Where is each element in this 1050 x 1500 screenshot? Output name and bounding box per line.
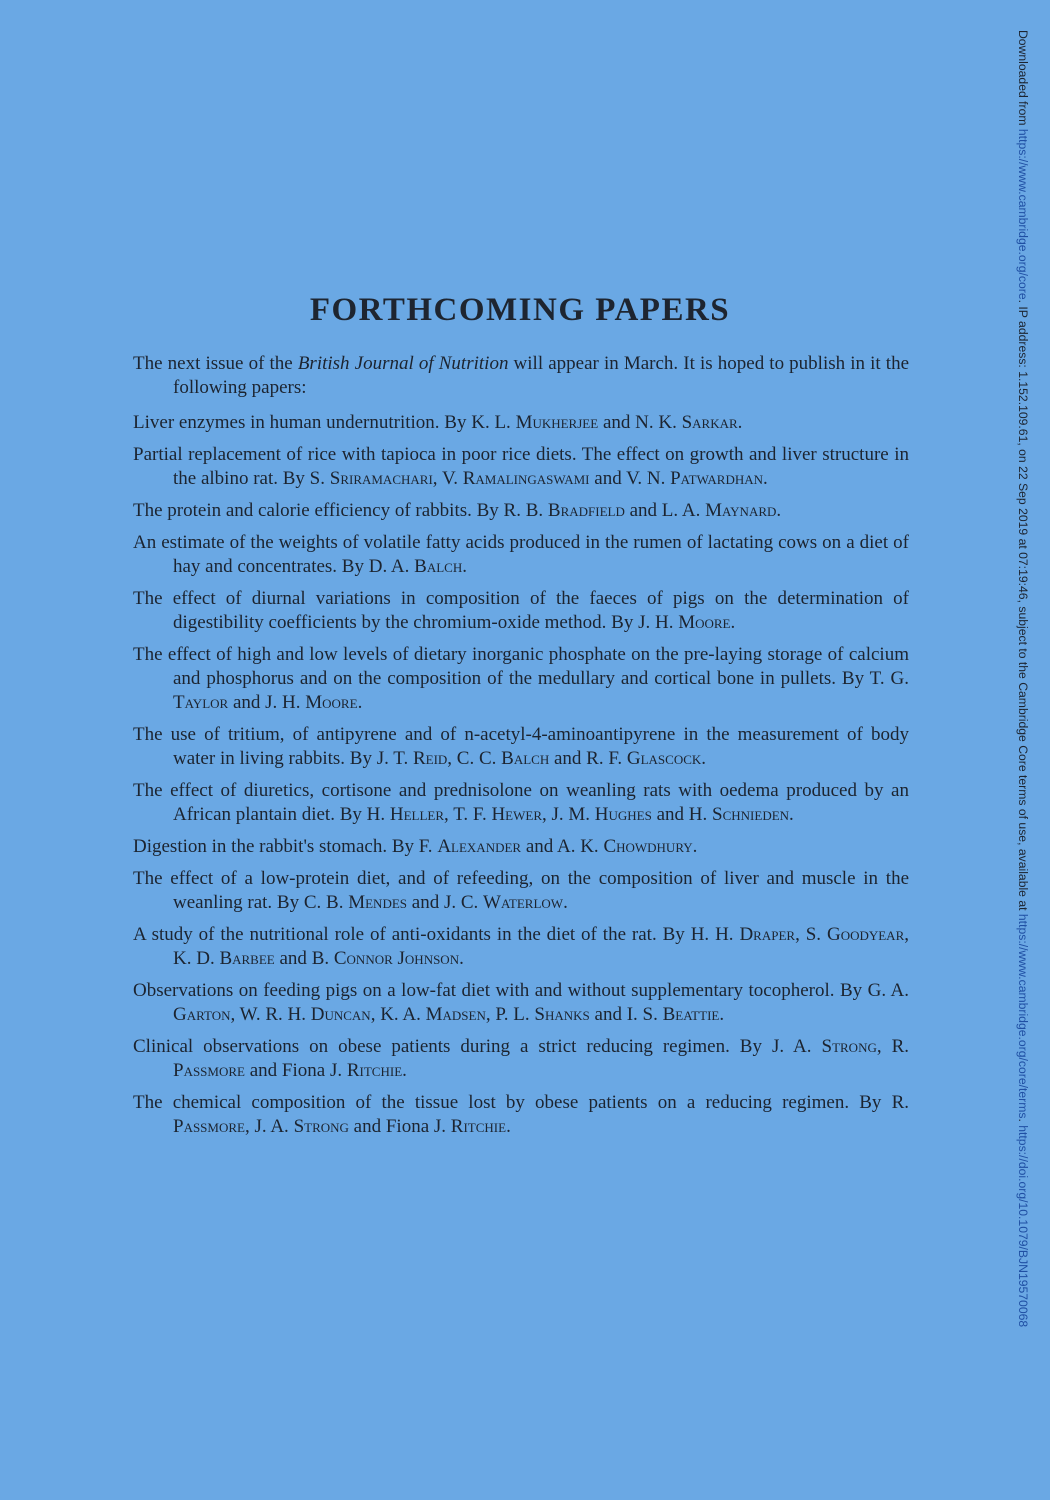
author-separator: .: [462, 556, 467, 577]
author-surname: Connor Johnson: [333, 948, 460, 969]
author-initials: G. A.: [867, 980, 909, 1001]
author-separator: ,: [485, 1004, 496, 1025]
paper-title: The protein and calorie efficiency of rabbits. By: [133, 500, 504, 521]
author-separator: .: [357, 692, 363, 713]
paper-entry: [133, 835, 909, 859]
author-initials: J. H.: [638, 612, 679, 633]
author-separator: .: [402, 1060, 407, 1081]
author-separator: and: [651, 804, 689, 825]
paper-entry: [133, 923, 909, 971]
author-separator: ,: [370, 1004, 381, 1025]
author-initials: T. F.: [453, 804, 492, 825]
terms-link[interactable]: https://www.cambridge.org/core/terms: [1016, 913, 1030, 1119]
author-separator: and: [228, 692, 266, 713]
author-initials: L. A.: [661, 500, 706, 521]
author-surname: Waterlow: [483, 892, 564, 913]
author-initials: K. L.: [471, 412, 516, 433]
paper-entry: [133, 779, 909, 827]
author-initials: F.: [418, 836, 438, 857]
author-separator: ,: [230, 1004, 240, 1025]
author-separator: .: [459, 948, 464, 969]
author-separator: ,: [904, 924, 909, 945]
paper-title: Liver enzymes in human undernutrition. By: [133, 412, 472, 433]
paper-entry: [133, 499, 909, 523]
doi-link[interactable]: https://doi.org/10.1079/BJN19570068: [1016, 1125, 1030, 1328]
author-surname: Goodyear: [826, 924, 905, 945]
author-separator: and: [407, 892, 444, 913]
author-initials: H. H.: [690, 924, 740, 945]
author-initials: J. T.: [376, 748, 413, 769]
author-separator: ,: [795, 924, 806, 945]
paper-entry: [133, 443, 909, 491]
author-surname: Passmore: [173, 1116, 245, 1137]
author-surname: Patwardhan: [670, 468, 764, 489]
author-initials: R. B.: [503, 500, 548, 521]
author-initials: C. B.: [303, 892, 349, 913]
author-separator: .: [776, 500, 782, 521]
author-initials: A. K.: [556, 836, 604, 857]
author-separator: ,: [244, 1116, 255, 1137]
author-surname: Draper: [739, 924, 796, 945]
author-initials: B.: [311, 948, 334, 969]
author-initials: Fiona J.: [281, 1060, 347, 1081]
author-initials: C. C.: [456, 748, 502, 769]
author-separator: and: [598, 412, 636, 433]
author-surname: Schnieden: [712, 804, 790, 825]
author-surname: Maynard: [705, 500, 777, 521]
author-separator: .: [763, 468, 768, 489]
author-initials: H.: [366, 804, 390, 825]
author-initials: D. A.: [368, 556, 415, 577]
author-surname: Taylor: [173, 692, 229, 713]
author-surname: Alexander: [437, 836, 522, 857]
author-surname: Moore: [678, 612, 731, 633]
paper-entry: [133, 723, 909, 771]
author-initials: H.: [688, 804, 713, 825]
author-separator: ,: [542, 804, 552, 825]
author-surname: Sarkar: [681, 412, 738, 433]
author-separator: and: [589, 1004, 627, 1025]
author-surname: Glascock: [626, 748, 702, 769]
author-surname: Reid: [412, 748, 448, 769]
author-initials: V.: [441, 468, 463, 489]
author-separator: and: [244, 1060, 282, 1081]
author-initials: R.: [891, 1036, 910, 1057]
author-separator: .: [719, 1004, 725, 1025]
papers-list: [133, 352, 909, 1147]
author-separator: and: [274, 948, 312, 969]
author-separator: and: [589, 468, 627, 489]
paper-entry: [133, 411, 909, 435]
author-initials: I. S.: [626, 1004, 663, 1025]
author-initials: R.: [891, 1092, 909, 1113]
author-separator: .: [692, 836, 698, 857]
paper-entry: [133, 1035, 909, 1083]
paper-title: Observations on feeding pigs on a low-fat diet with and without supplementary tocopherol. By: [133, 980, 868, 1001]
paper-title: The chemical composition of the tissue lost by obese patients on a reducing regimen. By: [133, 1092, 892, 1113]
paper-entry: [133, 979, 909, 1027]
author-separator: ,: [876, 1036, 892, 1057]
paper-title: The effect of diuretics, cortisone and prednisolone on weanling rats with oedema produced by an African plantain diet. By: [133, 780, 909, 825]
papers-entries: [133, 411, 909, 1139]
core-link[interactable]: https://www.cambridge.org/core: [1016, 128, 1030, 300]
paper-title: The effect of high and low levels of dietary inorganic phosphate on the pre-laying storage of calcium and phosphorus and on the composition of the medullary and cortical bone in pullets. By: [133, 644, 909, 689]
paper-entry: [133, 643, 909, 715]
author-surname: Mukherjee: [515, 412, 599, 433]
journal-name: British Journal of Nutrition: [297, 353, 509, 374]
author-surname: Passmore: [173, 1060, 245, 1081]
notice-sep: .: [1016, 1118, 1030, 1126]
paper-title: The use of tritium, of antipyrene and of n-acetyl-4-aminoantipyrene in the measurement of body water in living rabbits. By: [133, 724, 909, 769]
paper-title: Digestion in the rabbit's stomach. By: [133, 836, 419, 857]
author-initials: T. G.: [869, 668, 909, 689]
author-separator: .: [701, 748, 707, 769]
author-separator: and: [521, 836, 557, 857]
author-separator: and: [348, 1116, 386, 1137]
author-surname: Hewer: [491, 804, 542, 825]
author-surname: Shanks: [534, 1004, 590, 1025]
author-surname: Hughes: [594, 804, 652, 825]
author-surname: Mendes: [348, 892, 408, 913]
author-surname: Balch: [414, 556, 463, 577]
paper-entry: [133, 1091, 909, 1139]
author-surname: Bradfield: [547, 500, 625, 521]
author-initials: J. A.: [771, 1036, 822, 1057]
author-surname: Balch: [501, 748, 550, 769]
page-title: FORTHCOMING PAPERS: [309, 292, 731, 328]
author-surname: Moore: [305, 692, 358, 713]
paper-title: The effect of a low-protein diet, and of refeeding, on the composition of liver and muscle in the weanling rat. By: [133, 868, 909, 913]
author-separator: .: [730, 612, 736, 633]
notice-prefix: Downloaded from: [1016, 30, 1030, 129]
author-initials: S.: [805, 924, 827, 945]
notice-middle: . IP address: 1.152.109.61, on 22 Sep 2019 at 07:19:46, subject to the Cambridge Core terms of use, available at: [1016, 299, 1030, 914]
paper-title: Partial replacement of rice with tapioca in poor rice diets. The effect on growth and liver structure in the albino rat. By: [133, 444, 909, 489]
author-initials: R. F.: [586, 748, 627, 769]
author-surname: Beattie: [662, 1004, 720, 1025]
paper-title: Clinical observations on obese patients during a strict reducing regimen. By: [133, 1036, 772, 1057]
author-separator: ,: [447, 748, 457, 769]
author-separator: and: [624, 500, 662, 521]
author-surname: Strong: [293, 1116, 349, 1137]
intro-text-before: The next issue of the: [133, 353, 298, 374]
author-initials: P. L.: [495, 1004, 535, 1025]
intro-text-after: will appear in March. It is hoped to publish in it the following papers:: [173, 353, 910, 398]
author-separator: and: [549, 748, 587, 769]
author-separator: .: [563, 892, 568, 913]
download-notice: [1014, 30, 1034, 1470]
author-separator: ,: [444, 804, 454, 825]
author-initials: N. K.: [635, 412, 682, 433]
paper-title: A study of the nutritional role of anti-oxidants in the diet of the rat. By: [133, 924, 691, 945]
author-initials: J. M.: [551, 804, 595, 825]
author-initials: S.: [309, 468, 330, 489]
author-separator: ,: [432, 468, 442, 489]
author-surname: Sriramachari: [329, 468, 433, 489]
author-surname: Garton: [173, 1004, 231, 1025]
author-surname: Heller: [389, 804, 445, 825]
paper-entry: [133, 587, 909, 635]
author-surname: Strong: [821, 1036, 877, 1057]
author-separator: .: [789, 804, 794, 825]
author-initials: K. A.: [380, 1004, 426, 1025]
author-surname: Ritchie: [450, 1116, 507, 1137]
author-surname: Madsen: [425, 1004, 486, 1025]
author-surname: Duncan: [310, 1004, 371, 1025]
download-notice-text: [1014, 30, 1032, 1327]
author-surname: Ramalingaswami: [462, 468, 590, 489]
author-separator: .: [506, 1116, 511, 1137]
author-initials: J. C.: [443, 892, 484, 913]
author-surname: Barbee: [219, 948, 275, 969]
author-initials: V. N.: [626, 468, 671, 489]
author-initials: J. A.: [254, 1116, 294, 1137]
paper-entry: [133, 867, 909, 915]
author-surname: Ritchie: [346, 1060, 403, 1081]
intro-paragraph: [133, 352, 909, 400]
author-initials: K. D.: [173, 948, 220, 969]
paper-title: The effect of diurnal variations in composition of the faeces of pigs on the determination of digestibility coefficients by the chromium-oxide method. By: [133, 588, 909, 633]
paper-title: An estimate of the weights of volatile fatty acids produced in the rumen of lactating cows on a diet of hay and concentrates. By: [133, 532, 909, 577]
paper-entry: [133, 531, 909, 579]
author-separator: .: [737, 412, 743, 433]
author-surname: Chowdhury: [603, 836, 693, 857]
author-initials: J. H.: [265, 692, 306, 713]
author-initials: W. R. H.: [239, 1004, 311, 1025]
author-initials: Fiona J.: [385, 1116, 451, 1137]
